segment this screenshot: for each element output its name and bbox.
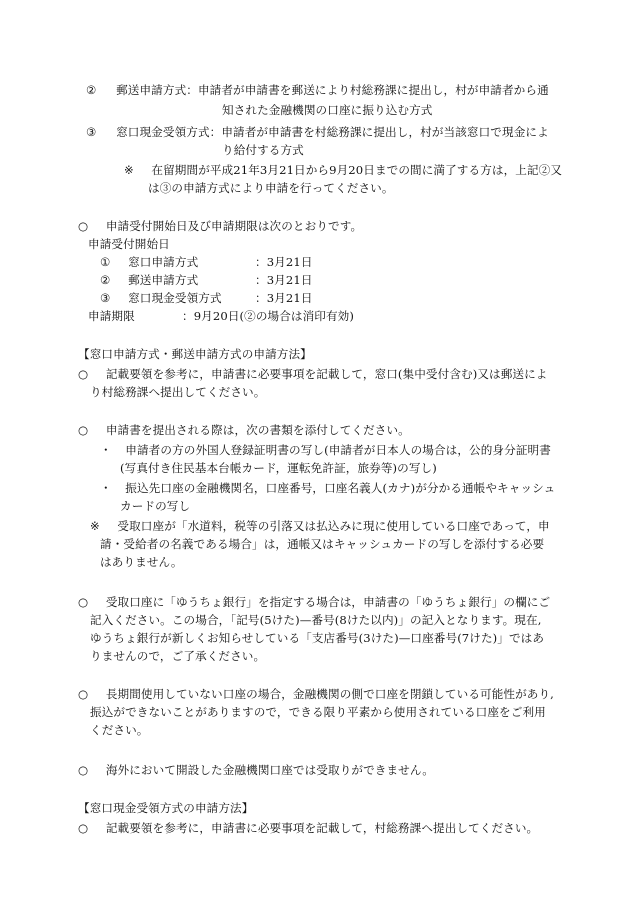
paragraph-mark: ○ xyxy=(78,821,89,835)
paragraph-attachments xyxy=(78,422,410,438)
paragraph-line: 記入ください。この場合，「記号(5けた)—番号(8けた以内)」の記入となります。現在, xyxy=(90,613,542,627)
method-note-text-cont: は③の申請方式により申請を行ってください。 xyxy=(148,181,394,195)
schedule-row-name: 窓口申請方式 xyxy=(128,255,199,269)
method-item-3-text: 申請者が申請書を村総務課に提出し，村が当該窓口で現金によ xyxy=(221,125,549,139)
section-heading-window-mail: 【窓口申請方式・郵送申請方式の申請方法】 xyxy=(78,347,312,361)
paragraph-line: 長期間使用していない口座の場合，金融機関の側で口座を閉鎖している可能性があり, xyxy=(105,687,554,701)
paragraph-line: りませんので，ご了承ください。 xyxy=(90,649,266,663)
schedule-row-number: ② xyxy=(100,273,111,287)
bullet-line: (写真付き住民基本台帳カード，運転免許証，旅券等)の写し) xyxy=(120,461,437,475)
bullet-mark: ・ xyxy=(100,443,112,457)
attachment-bullet-1 xyxy=(100,442,551,458)
paragraph-submit xyxy=(78,366,548,382)
method-note-mark: ※ xyxy=(124,163,134,177)
paragraph-line: り村総務課へ提出してください。 xyxy=(90,385,266,399)
paragraph-overseas xyxy=(78,762,434,778)
note-line: 請・受給者の名義である場合」は，通帳又はキャッシュカードの写しを添付する必要 xyxy=(100,537,545,551)
paragraph-mark: ○ xyxy=(78,423,89,437)
schedule-deadline-label: 申請期限 xyxy=(88,309,135,323)
paragraph-line: 申請書を提出される際は，次の書類を添付してください。 xyxy=(105,423,410,437)
method-note-text: 在留期間が平成21年3月21日から9月20日までの間に満了する方は，上記②又 xyxy=(151,163,563,177)
attachment-note xyxy=(90,518,550,534)
schedule-row-date: ：3月21日 xyxy=(255,273,313,287)
paragraph-line: 受取口座に「ゆうちょ銀行」を指定する場合は，申請書の「ゆうちょ銀行」の欄にご xyxy=(105,595,551,609)
paragraph-line: ください。 xyxy=(90,723,149,737)
schedule-row xyxy=(100,290,222,306)
schedule-row-number: ③ xyxy=(100,291,111,305)
note-mark: ※ xyxy=(90,519,100,533)
schedule-intro-text: 申請受付開始日及び申請期限は次のとおりです。 xyxy=(105,219,363,233)
schedule-start-heading: 申請受付開始日 xyxy=(88,237,170,251)
method-item-2 xyxy=(86,82,549,98)
method-item-2-text-cont: 知された金融機関の口座に振り込む方式 xyxy=(222,103,433,117)
paragraph-line: 振込ができないことがありますので，できる限り平素から使用されている口座をご利用 xyxy=(90,705,546,719)
schedule-row-name: 窓口現金受領方式 xyxy=(128,291,222,305)
method-item-2-label: 郵送申請方式： xyxy=(116,83,198,97)
paragraph-mark: ○ xyxy=(78,763,89,777)
method-item-2-text: 申請者が申請書を郵送により村総務課に提出し，村が申請者から通 xyxy=(197,83,549,97)
paragraph-mark: ○ xyxy=(78,595,89,609)
paragraph-line: 海外において開設した金融機関口座では受取りができません。 xyxy=(105,763,434,777)
note-line: 受取口座が「水道料，税等の引落又は払込みに現に使用している口座であって，申 xyxy=(117,519,550,533)
method-item-3-number: ③ xyxy=(86,125,97,139)
paragraph-cash-submit xyxy=(78,820,538,836)
bullet-line: 振込先口座の金融機関名，口座番号，口座名義人(カナ)が分かる通帳やキャッシュ xyxy=(125,481,556,495)
schedule-row-date: ：3月21日 xyxy=(255,255,313,269)
schedule-deadline-value: ：9月20日(②の場合は消印有効) xyxy=(182,309,355,323)
bullet-line: 申請者の方の外国人登録証明書の写し(申請者が日本人の場合は，公的身分証明書 xyxy=(125,443,551,457)
schedule-intro-mark: ○ xyxy=(78,219,89,233)
paragraph-mark: ○ xyxy=(78,367,89,381)
bullet-line: カードの写し xyxy=(120,499,191,513)
paragraph-line: 記載要領を参考に，申請書に必要事項を記載して，窓口(集中受付含む)又は郵送によ xyxy=(105,367,548,381)
paragraph-yucho xyxy=(78,594,550,610)
paragraph-mark: ○ xyxy=(78,687,89,701)
section-heading-cash: 【窓口現金受領方式の申請方法】 xyxy=(78,801,254,815)
method-note xyxy=(124,162,562,178)
schedule-row-date: ：3月21日 xyxy=(255,291,313,305)
attachment-bullet-2 xyxy=(100,480,555,496)
schedule-row-number: ① xyxy=(100,255,111,269)
note-line: はありません。 xyxy=(100,555,183,569)
schedule-row xyxy=(100,272,198,288)
method-item-3 xyxy=(86,124,549,140)
schedule-row-name: 郵送申請方式 xyxy=(128,273,199,287)
method-item-3-label: 窓口現金受領方式： xyxy=(116,125,222,139)
bullet-mark: ・ xyxy=(100,481,112,495)
paragraph-line: ゆうちょ銀行が新しくお知らせしている「支店番号(3けた)—口座番号(7けた)」ではあ xyxy=(90,631,545,645)
schedule-intro xyxy=(78,218,362,234)
paragraph-dormant-account xyxy=(78,686,554,702)
schedule-row xyxy=(100,254,198,270)
method-item-3-text-cont: り給付する方式 xyxy=(222,143,304,157)
paragraph-line: 記載要領を参考に，申請書に必要事項を記載して，村総務課へ提出してください。 xyxy=(105,821,539,835)
method-item-2-number: ② xyxy=(86,83,97,97)
